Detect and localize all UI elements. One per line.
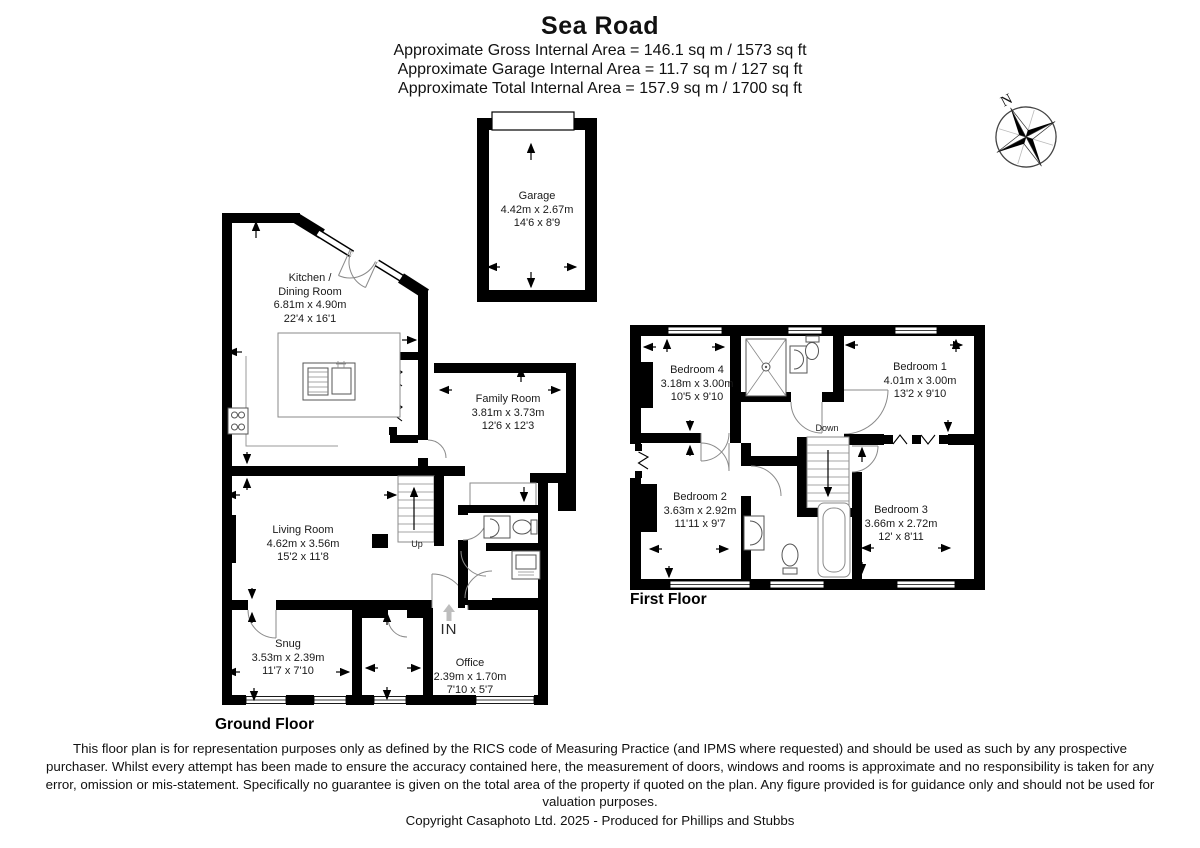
gross-area-line: Approximate Gross Internal Area = 146.1 sq m / 1573 sq ft: [393, 42, 807, 59]
compass-north-label: N: [998, 91, 1016, 111]
room-label-bedroom-3: Bedroom 3 3.66m x 2.72m 12' x 8'11: [864, 504, 938, 543]
room-label-bedroom-4: Bedroom 4 3.18m x 3.00m 10'5 x 9'10: [660, 364, 734, 403]
bath-toilet-fixture: [782, 544, 798, 574]
room-label-garage: Garage 4.42m x 2.67m 14'6 x 8'9: [500, 190, 574, 229]
garage-door: [492, 112, 574, 130]
wc-toilet-fixture: [513, 520, 537, 534]
header: [0, 12, 1200, 98]
first-floor-title: First Floor: [630, 591, 707, 608]
stairs-up: [372, 476, 444, 548]
copyright-text: Copyright Casaphoto Ltd. 2025 - Produced for Phillips and Stubbs: [405, 813, 795, 829]
total-area-line: Approximate Total Internal Area = 157.9 sq m / 1700 sq ft: [398, 80, 802, 97]
washer-fixture: [512, 551, 540, 579]
bathtub-fixture: [818, 503, 850, 577]
entrance-in-label: IN: [440, 621, 458, 638]
stairs-down-label: Down: [815, 423, 839, 433]
bath-sink-fixture: [744, 516, 764, 550]
shower-fixture: [746, 339, 786, 396]
room-label-living-room: Living Room 4.62m x 3.56m 15'2 x 11'8: [266, 524, 340, 563]
ground-floor-title: Ground Floor: [215, 716, 315, 733]
room-label-bedroom-2: Bedroom 2 3.63m x 2.92m 11'11 x 9'7: [663, 491, 737, 530]
shower-toilet-fixture: [806, 336, 820, 360]
room-label-snug: Snug 3.53m x 2.39m 11'7 x 7'10: [251, 638, 325, 677]
kitchen-island-fixture: [278, 333, 400, 417]
room-label-family-room: Family Room 3.81m x 3.73m 12'6 x 12'3: [471, 393, 545, 432]
room-label-bedroom-1: Bedroom 1 4.01m x 3.00m 13'2 x 9'10: [883, 361, 957, 400]
stairs-up-label: Up: [411, 539, 423, 549]
footer: [45, 740, 1155, 830]
room-label-kitchen-dining: Kitchen / Dining Room 6.81m x 4.90m 22'4 x 16'1: [273, 272, 347, 325]
page-title: Sea Road: [541, 12, 659, 40]
entrance-arrow-icon: [443, 604, 455, 621]
room-label-office: Office 2.39m x 1.70m 7'10 x 5'7: [433, 657, 507, 696]
hob-fixture: [228, 408, 248, 434]
wc-sink-fixture: [484, 516, 510, 538]
garage-area-line: Approximate Garage Internal Area = 11.7 sq m / 127 sq ft: [397, 61, 803, 78]
disclaimer-text: This floor plan is for representation purposes only as defined by the RICS code of Measuring Practice (and IPMS where requested) and should be used as such by any prospective purchaser. Whilst every attempt has been made to ensure the accuracy contained here, the measurement of doors, windows and rooms is approximate and no responsibility is taken for any error, omission or mis-statement. Specifically no guarantee is given on the total area of the property if quoted on the plan. Any figure provided is for guidance only and should not be used for valuation purposes.: [45, 741, 1155, 810]
shower-sink-fixture: [790, 346, 807, 373]
